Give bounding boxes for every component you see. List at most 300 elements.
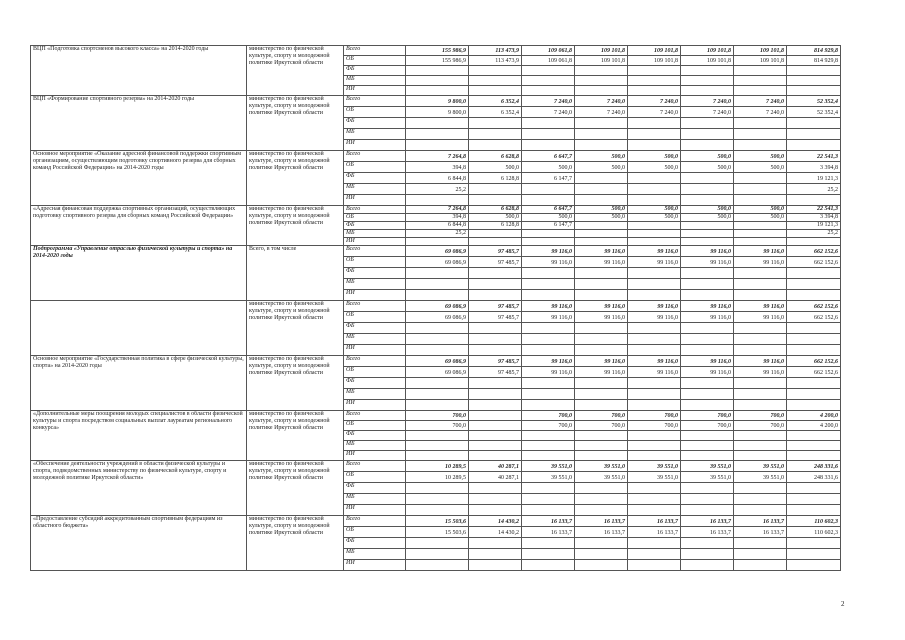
year-value-cell bbox=[628, 66, 681, 76]
year-value-cell: 500,0 bbox=[628, 214, 681, 222]
year-value-cell bbox=[469, 66, 522, 76]
year-value-cell: 500,0 bbox=[734, 162, 787, 173]
funding-source-label: ИИ bbox=[344, 560, 406, 571]
year-value-cell: 394,8 bbox=[406, 162, 469, 173]
year-value-cell: 99 116,0 bbox=[522, 367, 575, 378]
total-cell: 22 541,3 bbox=[787, 206, 841, 214]
year-value-cell bbox=[681, 140, 734, 151]
total-cell bbox=[787, 238, 841, 246]
year-value-cell bbox=[406, 378, 469, 389]
total-cell: 25,2 bbox=[787, 230, 841, 238]
year-value-cell bbox=[522, 290, 575, 301]
year-value-cell: 99 116,0 bbox=[522, 301, 575, 312]
year-value-cell bbox=[575, 323, 628, 334]
year-value-cell: 500,0 bbox=[628, 162, 681, 173]
funding-source-label: МБ bbox=[344, 230, 406, 238]
year-value-cell bbox=[628, 441, 681, 451]
year-value-cell: 97 485,7 bbox=[469, 246, 522, 257]
year-value-cell: 500,0 bbox=[628, 206, 681, 214]
total-cell bbox=[787, 268, 841, 279]
year-value-cell bbox=[628, 279, 681, 290]
year-value-cell bbox=[681, 451, 734, 461]
year-value-cell bbox=[406, 238, 469, 246]
total-cell: 3 394,8 bbox=[787, 214, 841, 222]
total-cell: 25,2 bbox=[787, 184, 841, 195]
funding-source-label: ФБ bbox=[344, 173, 406, 184]
year-value-cell bbox=[681, 184, 734, 195]
total-cell: 4 200,0 bbox=[787, 421, 841, 431]
year-value-cell: 69 086,9 bbox=[406, 312, 469, 323]
total-cell: 19 121,3 bbox=[787, 173, 841, 184]
total-cell bbox=[787, 483, 841, 494]
year-value-cell bbox=[575, 389, 628, 400]
year-value-cell bbox=[681, 129, 734, 140]
year-value-cell bbox=[469, 323, 522, 334]
year-value-cell bbox=[575, 334, 628, 345]
year-value-cell: 40 287,1 bbox=[469, 472, 522, 483]
year-value-cell bbox=[522, 389, 575, 400]
funding-source-label: МБ bbox=[344, 549, 406, 560]
year-value-cell bbox=[522, 334, 575, 345]
year-value-cell: 99 116,0 bbox=[628, 367, 681, 378]
year-value-cell: 6 147,7 bbox=[522, 173, 575, 184]
year-value-cell bbox=[734, 184, 787, 195]
year-value-cell bbox=[406, 129, 469, 140]
funding-source-label: ОБ bbox=[344, 367, 406, 378]
year-value-cell: 6 352,4 bbox=[469, 107, 522, 118]
year-value-cell bbox=[628, 238, 681, 246]
funding-source-label: ОБ bbox=[344, 162, 406, 173]
year-value-cell bbox=[628, 560, 681, 571]
year-value-cell bbox=[734, 538, 787, 549]
year-value-cell: 39 551,0 bbox=[522, 472, 575, 483]
executor-name: министерство по физической культуре, спорту и молодежной политике Иркутской области bbox=[247, 206, 344, 246]
year-value-cell: 500,0 bbox=[628, 151, 681, 162]
year-value-cell: 500,0 bbox=[681, 151, 734, 162]
total-cell bbox=[787, 76, 841, 86]
year-value-cell bbox=[469, 441, 522, 451]
year-value-cell bbox=[628, 378, 681, 389]
year-value-cell: 16 133,7 bbox=[522, 527, 575, 538]
funding-source-label: МБ bbox=[344, 441, 406, 451]
total-cell: 248 331,6 bbox=[787, 461, 841, 472]
year-value-cell: 7 240,0 bbox=[681, 96, 734, 107]
year-value-cell: 39 551,0 bbox=[681, 472, 734, 483]
year-value-cell: 97 485,7 bbox=[469, 367, 522, 378]
table-row bbox=[31, 516, 841, 527]
funding-source-label: Всего bbox=[344, 301, 406, 312]
year-value-cell bbox=[522, 505, 575, 516]
funding-source-label: ИИ bbox=[344, 345, 406, 356]
year-value-cell: 39 551,0 bbox=[681, 461, 734, 472]
year-value-cell: 99 116,0 bbox=[681, 246, 734, 257]
year-value-cell bbox=[575, 230, 628, 238]
year-value-cell: 700,0 bbox=[628, 421, 681, 431]
year-value-cell: 7 240,0 bbox=[628, 107, 681, 118]
year-value-cell: 6 147,7 bbox=[522, 222, 575, 230]
total-cell bbox=[787, 431, 841, 441]
table-row bbox=[31, 151, 841, 162]
year-value-cell bbox=[681, 290, 734, 301]
funding-source-label: ФБ bbox=[344, 538, 406, 549]
funding-source-label: Всего bbox=[344, 411, 406, 421]
year-value-cell: 99 116,0 bbox=[681, 257, 734, 268]
year-value-cell: 500,0 bbox=[469, 214, 522, 222]
year-value-cell bbox=[681, 222, 734, 230]
year-value-cell bbox=[575, 560, 628, 571]
funding-source-label: Всего bbox=[344, 151, 406, 162]
year-value-cell: 16 133,7 bbox=[628, 527, 681, 538]
year-value-cell bbox=[469, 431, 522, 441]
year-value-cell bbox=[406, 140, 469, 151]
year-value-cell: 16 133,7 bbox=[681, 516, 734, 527]
year-value-cell: 25,2 bbox=[406, 184, 469, 195]
year-value-cell bbox=[628, 140, 681, 151]
year-value-cell bbox=[681, 334, 734, 345]
year-value-cell bbox=[734, 345, 787, 356]
year-value-cell: 39 551,0 bbox=[575, 472, 628, 483]
executor-name: министерство по физической культуре, спорту и молодежной политике Иркутской области bbox=[247, 151, 344, 206]
year-value-cell: 99 116,0 bbox=[628, 356, 681, 367]
year-value-cell: 700,0 bbox=[575, 421, 628, 431]
funding-source-label: ОБ bbox=[344, 527, 406, 538]
year-value-cell bbox=[575, 86, 628, 96]
year-value-cell bbox=[522, 549, 575, 560]
year-value-cell bbox=[522, 140, 575, 151]
year-value-cell: 7 240,0 bbox=[575, 107, 628, 118]
year-value-cell: 109 061,8 bbox=[522, 56, 575, 66]
year-value-cell bbox=[469, 560, 522, 571]
year-value-cell bbox=[681, 238, 734, 246]
year-value-cell bbox=[522, 560, 575, 571]
year-value-cell bbox=[522, 323, 575, 334]
total-cell: 19 121,3 bbox=[787, 222, 841, 230]
table-row bbox=[31, 206, 841, 214]
total-cell: 4 200,0 bbox=[787, 411, 841, 421]
total-cell bbox=[787, 400, 841, 411]
year-value-cell bbox=[628, 505, 681, 516]
year-value-cell: 99 116,0 bbox=[681, 312, 734, 323]
year-value-cell bbox=[469, 76, 522, 86]
year-value-cell: 16 133,7 bbox=[628, 516, 681, 527]
year-value-cell bbox=[734, 378, 787, 389]
total-cell bbox=[787, 560, 841, 571]
funding-source-label: ОБ bbox=[344, 107, 406, 118]
year-value-cell: 500,0 bbox=[575, 214, 628, 222]
budget-table bbox=[30, 45, 841, 571]
year-value-cell bbox=[681, 560, 734, 571]
year-value-cell: 394,8 bbox=[406, 214, 469, 222]
funding-source-label: ФБ bbox=[344, 222, 406, 230]
year-value-cell bbox=[406, 118, 469, 129]
year-value-cell bbox=[469, 230, 522, 238]
year-value-cell bbox=[734, 279, 787, 290]
funding-source-label: МБ bbox=[344, 494, 406, 505]
total-cell: 248 331,6 bbox=[787, 472, 841, 483]
funding-source-label: Всего bbox=[344, 46, 406, 56]
year-value-cell: 14 430,2 bbox=[469, 527, 522, 538]
year-value-cell bbox=[681, 173, 734, 184]
year-value-cell: 500,0 bbox=[734, 206, 787, 214]
year-value-cell bbox=[575, 222, 628, 230]
year-value-cell bbox=[469, 538, 522, 549]
year-value-cell bbox=[575, 195, 628, 206]
funding-source-label: ФБ bbox=[344, 483, 406, 494]
year-value-cell: 6 844,8 bbox=[406, 222, 469, 230]
year-value-cell: 25,2 bbox=[406, 230, 469, 238]
year-value-cell bbox=[628, 173, 681, 184]
year-value-cell: 6 352,4 bbox=[469, 96, 522, 107]
year-value-cell: 16 133,7 bbox=[681, 527, 734, 538]
year-value-cell bbox=[628, 451, 681, 461]
year-value-cell bbox=[575, 538, 628, 549]
funding-source-label: МБ bbox=[344, 184, 406, 195]
year-value-cell bbox=[469, 400, 522, 411]
year-value-cell: 6 128,8 bbox=[469, 173, 522, 184]
year-value-cell bbox=[681, 345, 734, 356]
year-value-cell bbox=[681, 118, 734, 129]
year-value-cell: 16 133,7 bbox=[522, 516, 575, 527]
activity-name: «Обеспечение деятельности учреждений в области физической культуры и спорта, подведомственных министерству по физической культуре, спорту и молодежной политике Иркутской области» bbox=[31, 461, 247, 516]
year-value-cell: 500,0 bbox=[734, 151, 787, 162]
activity-name: ВЦП «Подготовка спортсменов высокого класса» на 2014-2020 годы bbox=[31, 46, 247, 96]
funding-source-label: ИИ bbox=[344, 195, 406, 206]
funding-source-label: МБ bbox=[344, 129, 406, 140]
year-value-cell: 700,0 bbox=[406, 411, 469, 421]
activity-name bbox=[31, 301, 247, 356]
year-value-cell: 39 551,0 bbox=[734, 472, 787, 483]
year-value-cell bbox=[522, 431, 575, 441]
year-value-cell bbox=[734, 389, 787, 400]
year-value-cell bbox=[575, 140, 628, 151]
year-value-cell bbox=[406, 505, 469, 516]
year-value-cell bbox=[406, 451, 469, 461]
year-value-cell bbox=[628, 184, 681, 195]
total-cell: 110 602,3 bbox=[787, 516, 841, 527]
year-value-cell: 99 116,0 bbox=[522, 257, 575, 268]
year-value-cell: 7 264,8 bbox=[406, 206, 469, 214]
year-value-cell bbox=[734, 431, 787, 441]
year-value-cell bbox=[406, 323, 469, 334]
year-value-cell bbox=[522, 268, 575, 279]
year-value-cell bbox=[406, 483, 469, 494]
year-value-cell: 155 986,9 bbox=[406, 46, 469, 56]
year-value-cell bbox=[469, 238, 522, 246]
funding-source-label: ФБ bbox=[344, 378, 406, 389]
table-row bbox=[31, 246, 841, 257]
funding-source-label: ФБ bbox=[344, 118, 406, 129]
year-value-cell: 69 086,9 bbox=[406, 356, 469, 367]
year-value-cell: 99 116,0 bbox=[522, 246, 575, 257]
year-value-cell: 700,0 bbox=[575, 411, 628, 421]
year-value-cell: 109 061,8 bbox=[522, 46, 575, 56]
funding-source-label: МБ bbox=[344, 76, 406, 86]
year-value-cell bbox=[406, 86, 469, 96]
year-value-cell bbox=[681, 76, 734, 86]
year-value-cell bbox=[734, 451, 787, 461]
year-value-cell: 99 116,0 bbox=[628, 312, 681, 323]
year-value-cell bbox=[469, 334, 522, 345]
year-value-cell bbox=[575, 173, 628, 184]
year-value-cell bbox=[628, 431, 681, 441]
executor-name: министерство по физической культуре, спорту и молодежной политике Иркутской области bbox=[247, 461, 344, 516]
total-cell bbox=[787, 389, 841, 400]
total-cell: 3 394,8 bbox=[787, 162, 841, 173]
year-value-cell bbox=[734, 66, 787, 76]
year-value-cell bbox=[575, 345, 628, 356]
year-value-cell bbox=[406, 268, 469, 279]
year-value-cell: 7 240,0 bbox=[628, 96, 681, 107]
year-value-cell: 99 116,0 bbox=[522, 356, 575, 367]
year-value-cell bbox=[469, 549, 522, 560]
total-cell bbox=[787, 140, 841, 151]
activity-name: «Дополнительные меры поощрения молодых специалистов в области физической культуры и спорта посредством социальных выплат лауреатам регионального конкурса» bbox=[31, 411, 247, 461]
year-value-cell: 99 116,0 bbox=[628, 301, 681, 312]
year-value-cell: 99 116,0 bbox=[575, 356, 628, 367]
year-value-cell: 500,0 bbox=[734, 214, 787, 222]
year-value-cell bbox=[681, 441, 734, 451]
year-value-cell bbox=[681, 431, 734, 441]
funding-source-label: ФБ bbox=[344, 323, 406, 334]
total-cell bbox=[787, 505, 841, 516]
year-value-cell bbox=[406, 494, 469, 505]
year-value-cell: 7 240,0 bbox=[734, 96, 787, 107]
year-value-cell bbox=[406, 560, 469, 571]
funding-source-label: МБ bbox=[344, 334, 406, 345]
year-value-cell bbox=[575, 431, 628, 441]
year-value-cell bbox=[734, 268, 787, 279]
year-value-cell bbox=[681, 86, 734, 96]
year-value-cell bbox=[469, 279, 522, 290]
total-cell bbox=[787, 451, 841, 461]
year-value-cell bbox=[681, 505, 734, 516]
year-value-cell: 39 551,0 bbox=[628, 472, 681, 483]
year-value-cell bbox=[575, 238, 628, 246]
year-value-cell bbox=[522, 76, 575, 86]
year-value-cell bbox=[628, 129, 681, 140]
year-value-cell bbox=[575, 494, 628, 505]
year-value-cell bbox=[628, 334, 681, 345]
year-value-cell: 113 473,9 bbox=[469, 46, 522, 56]
year-value-cell bbox=[575, 505, 628, 516]
year-value-cell bbox=[734, 230, 787, 238]
year-value-cell bbox=[734, 549, 787, 560]
year-value-cell bbox=[522, 378, 575, 389]
year-value-cell: 16 133,7 bbox=[734, 516, 787, 527]
table-row bbox=[31, 356, 841, 367]
year-value-cell: 15 503,6 bbox=[406, 516, 469, 527]
funding-source-label: ФБ bbox=[344, 431, 406, 441]
year-value-cell bbox=[575, 451, 628, 461]
year-value-cell bbox=[522, 66, 575, 76]
year-value-cell bbox=[734, 238, 787, 246]
total-cell: 662 152,6 bbox=[787, 312, 841, 323]
year-value-cell bbox=[469, 378, 522, 389]
year-value-cell bbox=[681, 230, 734, 238]
year-value-cell: 97 485,7 bbox=[469, 356, 522, 367]
year-value-cell bbox=[522, 118, 575, 129]
year-value-cell bbox=[681, 66, 734, 76]
year-value-cell bbox=[734, 222, 787, 230]
year-value-cell: 7 240,0 bbox=[522, 96, 575, 107]
year-value-cell: 700,0 bbox=[522, 411, 575, 421]
year-value-cell bbox=[469, 483, 522, 494]
year-value-cell bbox=[734, 560, 787, 571]
year-value-cell bbox=[469, 268, 522, 279]
year-value-cell: 99 116,0 bbox=[628, 246, 681, 257]
year-value-cell bbox=[681, 389, 734, 400]
year-value-cell bbox=[628, 268, 681, 279]
total-cell: 662 152,6 bbox=[787, 246, 841, 257]
year-value-cell: 99 116,0 bbox=[522, 312, 575, 323]
year-value-cell: 99 116,0 bbox=[734, 312, 787, 323]
year-value-cell: 69 086,9 bbox=[406, 257, 469, 268]
year-value-cell bbox=[406, 195, 469, 206]
funding-source-label: ФБ bbox=[344, 66, 406, 76]
year-value-cell: 700,0 bbox=[681, 421, 734, 431]
funding-source-label: ИИ bbox=[344, 290, 406, 301]
year-value-cell bbox=[734, 76, 787, 86]
year-value-cell bbox=[681, 483, 734, 494]
executor-name: министерство по физической культуре, спорту и молодежной политике Иркутской области bbox=[247, 96, 344, 151]
budget-table-sheet bbox=[30, 45, 840, 571]
year-value-cell bbox=[575, 279, 628, 290]
year-value-cell bbox=[522, 230, 575, 238]
year-value-cell: 500,0 bbox=[575, 206, 628, 214]
total-cell bbox=[787, 66, 841, 76]
year-value-cell: 97 485,7 bbox=[469, 301, 522, 312]
year-value-cell: 6 628,8 bbox=[469, 206, 522, 214]
year-value-cell: 500,0 bbox=[575, 151, 628, 162]
year-value-cell bbox=[469, 505, 522, 516]
funding-source-label: ОБ bbox=[344, 214, 406, 222]
total-cell: 662 152,6 bbox=[787, 257, 841, 268]
funding-source-label: ОБ bbox=[344, 257, 406, 268]
year-value-cell: 7 240,0 bbox=[522, 107, 575, 118]
year-value-cell bbox=[681, 323, 734, 334]
year-value-cell: 99 116,0 bbox=[734, 367, 787, 378]
year-value-cell bbox=[406, 76, 469, 86]
total-cell: 52 352,4 bbox=[787, 96, 841, 107]
year-value-cell bbox=[522, 195, 575, 206]
year-value-cell: 69 086,9 bbox=[406, 367, 469, 378]
total-cell bbox=[787, 195, 841, 206]
year-value-cell: 6 628,8 bbox=[469, 151, 522, 162]
year-value-cell: 99 116,0 bbox=[681, 356, 734, 367]
year-value-cell bbox=[575, 483, 628, 494]
year-value-cell: 69 086,9 bbox=[406, 301, 469, 312]
year-value-cell: 7 240,0 bbox=[575, 96, 628, 107]
year-value-cell bbox=[734, 173, 787, 184]
total-cell bbox=[787, 118, 841, 129]
year-value-cell bbox=[469, 290, 522, 301]
year-value-cell bbox=[575, 118, 628, 129]
year-value-cell bbox=[469, 195, 522, 206]
year-value-cell bbox=[734, 400, 787, 411]
year-value-cell bbox=[681, 400, 734, 411]
year-value-cell bbox=[734, 290, 787, 301]
total-cell bbox=[787, 290, 841, 301]
table-row bbox=[31, 301, 841, 312]
year-value-cell: 39 551,0 bbox=[522, 461, 575, 472]
year-value-cell bbox=[522, 483, 575, 494]
year-value-cell bbox=[469, 421, 522, 431]
funding-source-label: ИИ bbox=[344, 400, 406, 411]
year-value-cell bbox=[522, 279, 575, 290]
total-cell: 662 152,6 bbox=[787, 367, 841, 378]
year-value-cell: 500,0 bbox=[522, 214, 575, 222]
year-value-cell bbox=[522, 400, 575, 411]
